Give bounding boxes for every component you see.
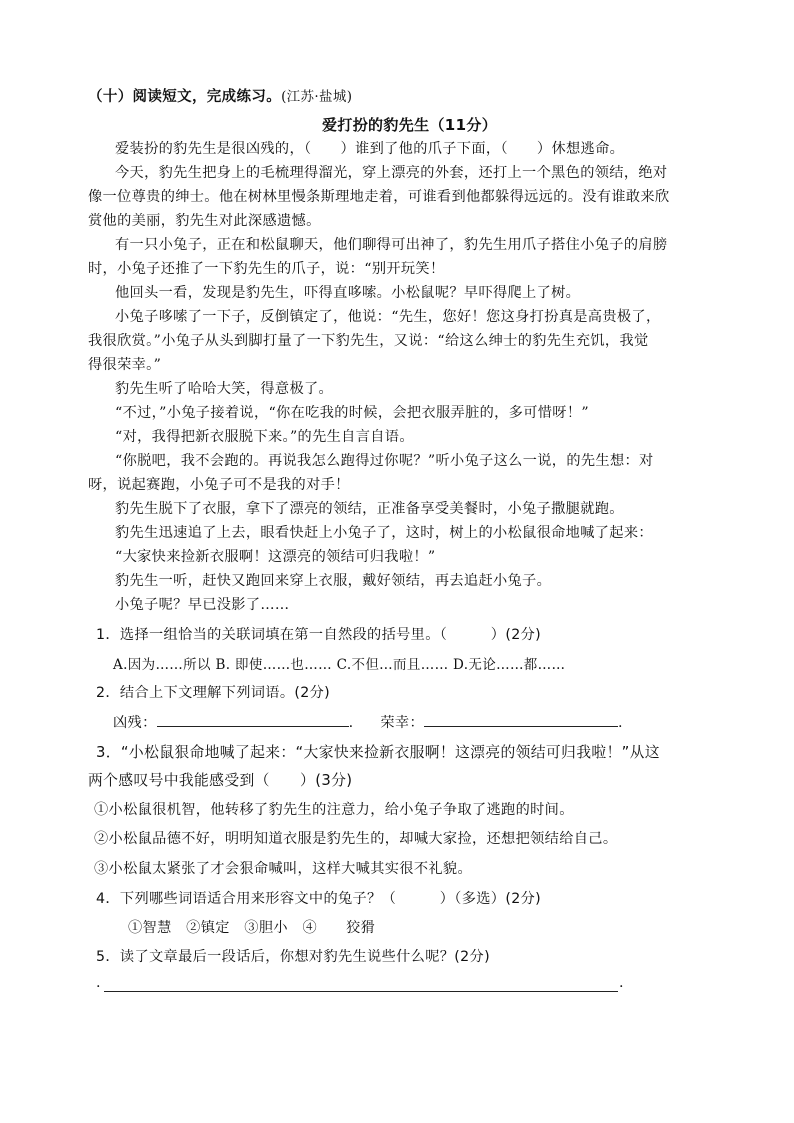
passage-line: “大家快来捡新衣服啊！这漂亮的领结可归我啦！” [115, 549, 436, 565]
question-1: 1．选择一组恰当的关联词填在第一自然段的括号里。（ ）(2分) [96, 627, 542, 643]
passage-line: 小兔子呢？早已没影了…… [115, 597, 290, 613]
answer-lead-dot: . [96, 975, 101, 991]
answer-blank-2[interactable] [424, 712, 618, 727]
passage-line: 今天，豹先生把身上的毛梳理得溜光，穿上漂亮的外套，还打上一个黑色的领结，绝对 [115, 165, 668, 181]
question-4-options: ①智慧 ②镇定 ③胆小 ④ 狡猾 [128, 920, 376, 936]
passage-line: 豹先生听了哈哈大笑，得意极了。 [115, 381, 334, 397]
question-3-line-2: 两个感叹号中我能感受到（ ）(3分) [88, 772, 353, 789]
word-label-1: 凶残： [113, 715, 157, 731]
passage-title: 爱打扮的豹先生（11分） [322, 116, 498, 134]
passage-line: 豹先生一听，赶快又跑回来穿上衣服，戴好领结，再去追赶小兔子。 [115, 573, 552, 589]
question-3-option: ③小松鼠太紧张了才会狠命喊叫，这样大喊其实很不礼貌。 [94, 861, 472, 877]
answer-blank-1[interactable] [157, 712, 349, 727]
passage-line: 豹先生迅速追了上去，眼看快赶上小兔子了，这时，树上的小松鼠很命地喊了起来： [115, 525, 653, 541]
question-3-option: ①小松鼠很机智，他转移了豹先生的注意力，给小兔子争取了逃跑的时间。 [94, 802, 574, 818]
passage-line: 有一只小兔子，正在和松鼠聊天，他们聊得可出神了，豹先生用爪子搭住小兔子的肩膀 [115, 237, 668, 253]
section-source: (江苏·盐城) [281, 89, 353, 105]
passage-line: 赏他的美丽，豹先生对此深感遗憾。 [88, 213, 321, 229]
passage-line: 爱装扮的豹先生是很凶残的，（ ）谁到了他的爪子下面，（ ）休想逃命。 [115, 141, 625, 157]
blank-period: . [618, 715, 623, 731]
question-2: 2．结合上下文理解下列词语。(2分) [96, 685, 331, 701]
passage-line: “你脱吧，我不会跑的。再说我怎么跑得过你呢？”听小兔子这么一说，的先生想：对 [115, 453, 654, 469]
passage-line: 得很荣幸。” [88, 357, 162, 373]
section-heading [88, 85, 352, 106]
blank-period: . [348, 715, 354, 731]
passage-line: 像一位尊贵的绅士。他在树林里慢条斯理地走着，可谁看到他都躲得远远的。没有谁敢来欣 [88, 189, 670, 205]
question-2-answers [113, 712, 623, 732]
question-3-line-1: 3．“小松鼠狠命地喊了起来：“大家快来捡新衣服啊！这漂亮的领结可归我啦！”从这 [96, 744, 660, 761]
passage-line: “对，我得把新衣服脱下来。”的先生自言自语。 [115, 429, 414, 445]
question-3-option: ②小松鼠品德不好，明明知道衣服是豹先生的，却喊大家捡，还想把领结给自己。 [94, 831, 618, 847]
question-1-options: A.因为……所以 B. 即使……也…… C.不但…而且…… D.无论……都…… [113, 657, 566, 673]
passage-line: 我很欣赏。”小兔子从头到脚打量了一下豹先生，又说：“给这么绅士的豹先生充饥，我觉 [88, 333, 649, 349]
passage-line: 呀，说起赛跑，小兔子可不是我的对手！ [88, 477, 350, 493]
passage-line: “不过，”小兔子接着说，“你在吃我的时候，会把衣服弄脏的，多可惜呀！” [115, 405, 589, 421]
answer-end-dot: . [619, 975, 624, 991]
passage-line: 豹先生脱下了衣服，拿下了漂亮的领结，正准备享受美餐时，小兔子撒腿就跑。 [115, 501, 624, 517]
question-5: 5．读了文章最后一段话后，你想对豹先生说些什么呢？(2分) [96, 949, 490, 965]
passage-line: 他回头一看，发现是豹先生，吓得直哆嗦。小松鼠呢？早吓得爬上了树。 [115, 285, 581, 301]
passage-line: 时，小兔子还推了一下豹先生的爪子，说：“别开玩笑！ [88, 261, 445, 277]
word-label-2: 荣幸： [380, 715, 424, 731]
question-4: 4．下列哪些词语适合用来形容文中的兔子？（ ）（多选）(2分) [96, 891, 542, 907]
answer-line[interactable] [104, 991, 618, 992]
passage-line: 小兔子哆嗦了一下子，反倒镇定了，他说：“先生，您好！您这身打扮真是高贵极了， [115, 309, 661, 325]
section-heading-text: （十）阅读短文，完成练习。 [88, 89, 282, 105]
